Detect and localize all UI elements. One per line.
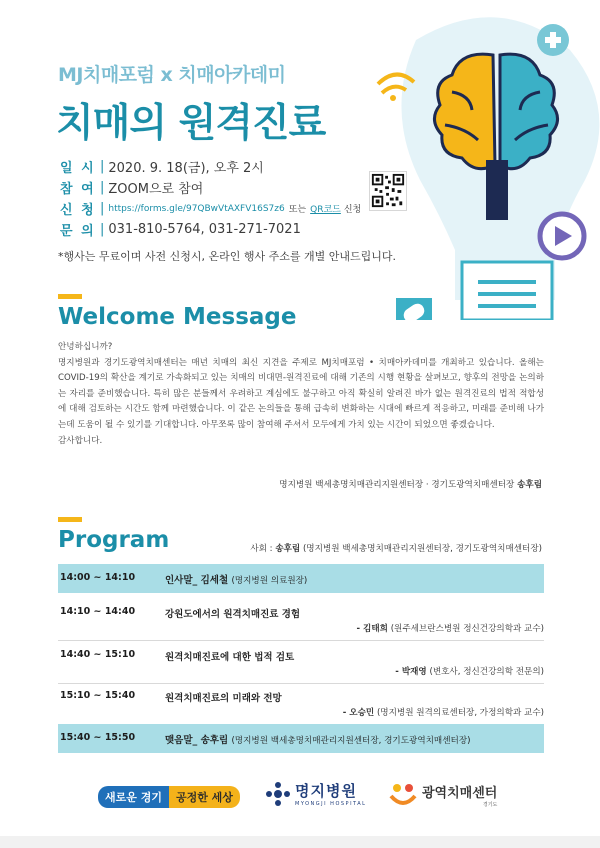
speaker-name: - 박재영: [395, 667, 427, 677]
bottom-bar: [0, 836, 600, 848]
date-label: 일 시: [60, 161, 96, 176]
info-row-apply: [60, 198, 361, 219]
info-row-contact: [60, 219, 361, 240]
program-time: 14:00 ~ 14:10: [60, 572, 136, 583]
chart-icon: [462, 262, 552, 320]
separator: |: [100, 222, 105, 237]
welcome-paragraph: 안녕하십니까?: [58, 342, 113, 352]
logo-text: 경기도: [482, 802, 498, 808]
separator: |: [100, 201, 105, 216]
welcome-body: [58, 340, 544, 449]
signature-name: 송후림: [517, 480, 542, 490]
hospital-emblem-icon: [265, 782, 291, 806]
program-host: [250, 542, 542, 554]
section-accent-bar: [58, 294, 82, 299]
logo-text: MYONGJI HOSPITAL: [295, 801, 367, 807]
logo-text: 새로운 경기: [98, 786, 169, 808]
program-row: [58, 690, 544, 720]
contact-value: 031-810-5764, 031-271-7021: [108, 222, 301, 237]
program-time: 14:40 ~ 15:10: [60, 649, 136, 660]
program-time: 15:40 ~ 15:50: [60, 732, 136, 743]
qr-code-link[interactable]: QR코드: [310, 205, 341, 215]
program-speaker: [395, 665, 544, 677]
program-session-title: [165, 732, 470, 746]
qr-code-icon[interactable]: [369, 171, 407, 211]
info-row-date: [60, 156, 361, 177]
speaker-affiliation: (원주세브란스병원 정신건강의학과 교수): [390, 624, 544, 634]
program-row: [58, 724, 544, 753]
program-time: 15:10 ~ 15:40: [60, 690, 136, 701]
program-row: [58, 564, 544, 593]
program-session-title: [165, 572, 307, 586]
host-affiliation: (명지병원 백세총명치매관리지원센터장, 경기도광역치매센터장): [302, 544, 542, 554]
signature-title: 명지병원 백세총명치매관리지원센터장 · 경기도광역치매센터장: [279, 480, 515, 490]
welcome-title: Welcome Message: [58, 304, 297, 330]
program-title: Program: [58, 527, 170, 553]
welcome-paragraph: 명지병원과 경기도광역치매센터는 매년 치매의 최신 지견을 주제로 MJ치매포럼 • 치매아카데미를 개최하고 있습니다. 올해는 COVID-19의 확산을 계기로 가속화되고 있는 치매의 비대면-원격진료에 대해 기존의 시행 현황을 살펴보고, 향후의 전망을 논의하는 자리를 준비했습니다. 특히 많은 분들께서 우려하고 계심에도 불구하고 아직 확실히 알려진 바가 없는 원격진료의 법적 적합성에 대해 검토하는 시간도 함께 마련했습니다. 이 같은 논의들을 통해 급속히 변화하는 시대에 빠르게 적응하고, 미래를 준비해 나가는데 도움이 될 수 있기를 기대합니다. 아무쪼록 많이 참여해 주셔서 모두에게 가치 있는 시간이 되었으면 좋겠습니다.: [58, 357, 544, 430]
host-name: 송후림: [275, 544, 301, 554]
footer-logos: [0, 770, 600, 822]
program-divider: [58, 640, 544, 641]
gyeonggi-logo: [98, 786, 240, 808]
program-session-title: 강원도에서의 원격치매진료 경험: [165, 609, 301, 620]
session-affiliation: (명지병원 백세총명치매관리지원센터장, 경기도광역치매센터장): [231, 736, 471, 746]
plus-icon: [537, 24, 569, 56]
contact-label: 문 의: [60, 224, 96, 239]
section-accent-bar: [58, 517, 82, 522]
apply-label: 신 청: [60, 203, 96, 218]
program-row: [58, 649, 544, 679]
myongji-hospital-logo: [265, 780, 366, 807]
pill-icon: [396, 298, 432, 320]
dementia-center-emblem-icon: [388, 782, 418, 808]
play-icon: [540, 214, 584, 258]
event-title: 치매의 원격진료: [56, 101, 326, 146]
speaker-affiliation: (명지병원 원격의료센터장, 가정의학과 교수): [376, 708, 544, 718]
host-prefix: 사회 :: [250, 544, 273, 554]
speaker-name: - 오승민: [342, 708, 375, 718]
program-session-title: 원격치매진료의 미래와 전망: [165, 693, 282, 704]
program-row: [58, 606, 544, 636]
logo-text: 명지병원: [295, 782, 357, 800]
logo-text: 광역치매센터: [422, 786, 498, 801]
separator: |: [100, 159, 105, 174]
date-value: 2020. 9. 18(금), 오후 2시: [108, 161, 264, 176]
welcome-signature: [279, 478, 542, 490]
program-speaker: [343, 706, 544, 718]
session-title-text: 맺음말_ 송후림: [165, 735, 229, 746]
info-row-attend: [60, 177, 361, 198]
event-subtitle: MJ치매포럼 x 치매아카데미: [58, 64, 286, 86]
session-affiliation: (명지병원 의료원장): [231, 576, 308, 586]
speaker-name: - 김태희: [356, 624, 388, 634]
program-divider: [58, 683, 544, 684]
welcome-paragraph: 감사합니다.: [58, 435, 103, 446]
program-time: 14:10 ~ 14:40: [60, 606, 136, 617]
dementia-center-logo: [388, 782, 497, 808]
apply-url-link[interactable]: https://forms.gle/97QBwVtAXFV16S7z6: [108, 203, 285, 214]
event-info: [60, 156, 361, 240]
program-speaker: [357, 622, 545, 634]
speaker-affiliation: (변호사, 정신건강의학 전문의): [429, 667, 544, 677]
apply-suffix: 신청: [343, 205, 362, 215]
program-session-title: 원격치매진료에 대한 법적 검토: [165, 652, 295, 663]
attend-value: ZOOM으로 참여: [108, 182, 204, 197]
logo-text: 공정한 세상: [169, 786, 240, 808]
notice-text: *행사는 무료이며 사전 신청시, 온라인 행사 주소를 개별 안내드립니다.: [58, 250, 396, 263]
session-title-text: 인사말_ 김세철: [165, 575, 229, 586]
attend-label: 참 여: [60, 182, 96, 197]
separator: |: [100, 180, 105, 195]
apply-or: 또는: [288, 205, 307, 215]
